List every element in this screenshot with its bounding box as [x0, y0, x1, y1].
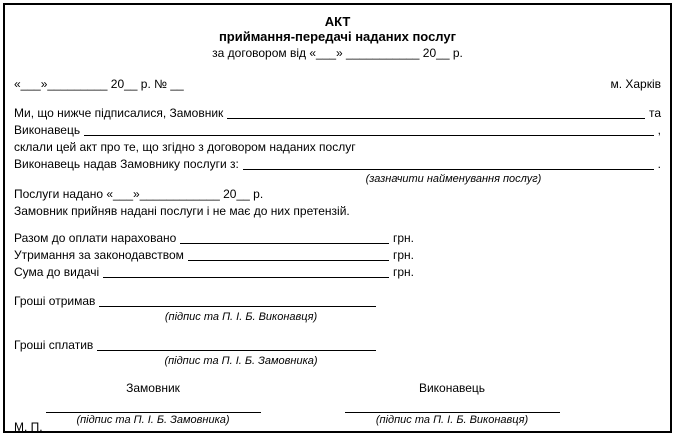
act-statement-line — [14, 139, 661, 156]
services-name-blank — [243, 156, 654, 170]
amount-withheld-blank — [188, 247, 389, 261]
document-border-frame — [3, 3, 672, 433]
customer-signature-blank — [46, 412, 261, 413]
contractor-label: Виконавець — [14, 123, 81, 137]
customer-label: Ми, що нижче підписалися, Замовник — [14, 106, 224, 120]
currency-label: грн. — [392, 248, 414, 262]
services-label: Виконавець надав Замовнику послуги з: — [14, 157, 239, 171]
customer-signature-caption: (підпис та П. І. Б. Замовника) — [76, 414, 230, 426]
services-date-text: Послуги надано «___»____________ 20__ р. — [14, 187, 264, 201]
customer-signature-column — [28, 381, 278, 427]
amount-row-withheld — [14, 247, 414, 264]
currency-label: грн. — [392, 265, 414, 279]
contractor-signature-title: Виконавець — [418, 381, 486, 395]
body-paragraph — [14, 105, 661, 220]
amount-withheld-label: Утримання за законодавством — [14, 248, 184, 262]
amount-accrued-blank — [180, 230, 389, 244]
money-paid-label: Гроші сплатив — [14, 338, 94, 352]
document-title: АКТ — [324, 14, 351, 29]
amounts-section — [14, 230, 661, 281]
act-date-number: «___»_________ 20__ р. № __ — [14, 77, 184, 91]
contractor-signature-column — [327, 381, 577, 427]
contract-reference-line: за договором від «___» ___________ 20__ р. — [212, 46, 463, 60]
services-date-line — [14, 186, 661, 203]
amount-payable-label: Сума до видачі — [14, 265, 100, 279]
money-paid-block — [14, 337, 661, 368]
contractor-signature-caption: (підпис та П. І. Б. Виконавця) — [375, 414, 529, 426]
contractor-name-blank — [84, 122, 654, 136]
city-label: м. Харків — [610, 77, 661, 91]
no-claims-text: Замовник прийняв надані послуги і не має до них претензій. — [14, 204, 350, 218]
no-claims-line — [14, 203, 661, 220]
party-customer-line — [14, 105, 661, 122]
currency-label: грн. — [392, 231, 414, 245]
money-received-caption: (підпис та П. І. Б. Виконавця) — [164, 311, 318, 323]
amount-row-payable — [14, 264, 414, 281]
services-line-tail: . — [657, 157, 661, 171]
money-received-label: Гроші отримав — [14, 294, 96, 308]
signatures-section — [14, 381, 661, 427]
act-statement-text: склали цей акт про те, що згідно з договором наданих послуг — [14, 140, 356, 154]
customer-name-blank — [227, 105, 645, 119]
amount-accrued-label: Разом до оплати нараховано — [14, 231, 177, 245]
amount-row-accrued — [14, 230, 414, 247]
party-contractor-line — [14, 122, 661, 139]
contractor-signature-blank — [345, 412, 560, 413]
money-paid-caption: (підпис та П. І. Б. Замовника) — [164, 355, 318, 367]
money-paid-signature-blank — [97, 337, 376, 351]
meta-row — [14, 77, 661, 92]
money-received-signature-blank — [99, 293, 376, 307]
services-caption: (зазначити найменування послуг) — [365, 173, 542, 185]
document-subtitle: приймання-передачі наданих послуг — [218, 29, 457, 44]
stamp-place-label: М. П. — [14, 420, 43, 434]
money-received-line — [14, 293, 376, 310]
contractor-line-tail: , — [657, 123, 661, 137]
money-paid-line — [14, 337, 376, 354]
amount-payable-blank — [103, 264, 389, 278]
services-provided-line — [14, 156, 661, 173]
customer-line-tail: та — [648, 106, 661, 120]
money-received-block — [14, 293, 661, 324]
customer-signature-title: Замовник — [126, 381, 180, 395]
